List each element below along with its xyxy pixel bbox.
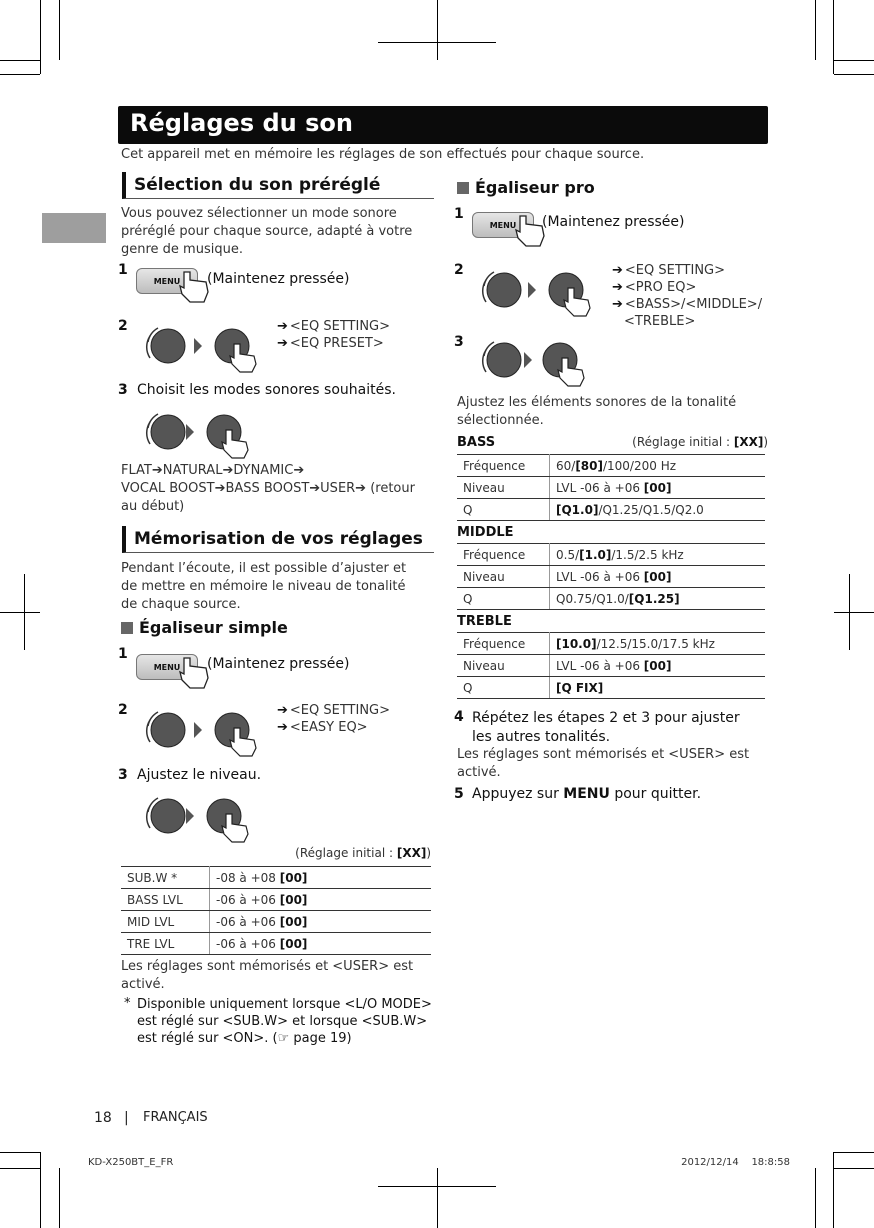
- value-text: /100/200 Hz: [602, 458, 677, 473]
- crop-mark: [0, 1168, 40, 1169]
- step-number: 3: [118, 382, 128, 398]
- subsection-title-text: Égaliseur pro: [475, 178, 595, 197]
- value-range: -06 à +06: [216, 892, 280, 907]
- menu-button-illustration: [136, 264, 216, 304]
- knob-turn-press-illustration: [140, 318, 280, 374]
- crop-mark: [833, 1152, 834, 1228]
- step-number: 1: [118, 262, 128, 278]
- row-label: MID LVL: [121, 911, 210, 933]
- crop-mark: [834, 1168, 874, 1169]
- menu-path-item: <BASS>/<MIDDLE>/: [624, 297, 763, 312]
- value-text: LVL -06 à +06: [556, 480, 644, 495]
- step-number: 1: [118, 646, 128, 662]
- menu-path-item: <TREBLE>: [624, 314, 696, 329]
- menu-path-list: ➔ <EQ SETTING> ➔ <PRO EQ> ➔ <BASS>/<MIDDLE>/ <TREBLE>: [612, 263, 763, 329]
- section-title-memory: Mémorisation de vos réglages: [122, 526, 434, 553]
- crop-mark: [834, 612, 874, 613]
- value-text: LVL -06 à +06: [556, 658, 644, 673]
- knob-turn-press-illustration: [476, 332, 616, 388]
- row-label: Fréquence: [457, 633, 550, 655]
- saved-note: Les réglages sont mémorisés et <USER> est activé.: [121, 959, 414, 992]
- step-text: (Maintenez pressée): [542, 214, 685, 230]
- knob-icon: [140, 702, 280, 758]
- knob-icon: [476, 332, 616, 388]
- table-row: [457, 477, 765, 499]
- initial-note-text: ): [763, 435, 768, 449]
- menu-path-item: <EQ SETTING>: [289, 319, 391, 334]
- footer-date: 2012/12/14 18:8:58: [681, 1157, 790, 1168]
- square-bullet-icon: [457, 182, 469, 194]
- saved-note: Les réglages sont mémorisés et <USER> est activé.: [457, 747, 750, 780]
- row-label: Q: [457, 588, 550, 610]
- page-number: 18: [94, 1110, 112, 1126]
- value-default: [00]: [643, 480, 672, 495]
- menu-path-list: ➔ <EQ SETTING> ➔ <EASY EQ>: [277, 703, 391, 735]
- table-row: [121, 933, 431, 955]
- row-label: Niveau: [457, 655, 550, 677]
- initial-note-marker: [XX]: [733, 435, 764, 449]
- menu-button-illustration: [136, 650, 216, 690]
- row-label: Niveau: [457, 566, 550, 588]
- menu-path-item: <EQ SETTING>: [289, 703, 391, 718]
- intro-text: Cet appareil met en mémoire les réglages de son effectués pour chaque source.: [121, 147, 645, 162]
- treble-table: [457, 632, 765, 699]
- table-row: [121, 911, 431, 933]
- initial-setting-note: [121, 846, 431, 860]
- row-value: [550, 588, 766, 610]
- value-default: [00]: [643, 569, 672, 584]
- value-default: [1.0]: [579, 547, 612, 562]
- table-row: [457, 566, 765, 588]
- easy-eq-table: [121, 866, 431, 955]
- footer-language: FRANÇAIS: [143, 1110, 208, 1125]
- knob-turn-press-illustration: [140, 702, 280, 758]
- value-range: -08 à +08: [216, 870, 280, 885]
- value-text: Q0.75/Q1.0/: [556, 591, 629, 606]
- sound-modes-line: VOCAL BOOST➔BASS BOOST➔USER➔ (retour au début): [121, 481, 415, 514]
- footnote-text: Disponible uniquement lorsque <L/O MODE> est réglé sur <SUB.W> et lorsque <SUB.W> est réglé sur <ON>. (☞ page 19): [137, 997, 432, 1046]
- step-number: 2: [118, 318, 128, 334]
- menu-path-item: <EQ SETTING>: [624, 263, 726, 278]
- crop-mark: [834, 74, 874, 75]
- page-title: Réglages du son: [130, 109, 353, 137]
- table-row: [457, 633, 765, 655]
- crop-mark: [40, 0, 41, 74]
- crop-mark: [0, 1152, 40, 1153]
- step-number: 5: [454, 786, 464, 802]
- knob-icon: [140, 404, 280, 460]
- value-default: [Q FIX]: [556, 680, 604, 695]
- row-label: Q: [457, 677, 550, 699]
- menu-path-item: <EQ PRESET>: [289, 336, 384, 351]
- adjust-description: Ajustez les éléments sonores de la tonalité sélectionnée.: [457, 395, 737, 428]
- table-row: [121, 867, 431, 889]
- table-row: [457, 588, 765, 610]
- subsection-title-text: Égaliseur simple: [139, 618, 288, 637]
- initial-note-marker: [XX]: [396, 846, 427, 860]
- knob-icon: [140, 318, 280, 374]
- value-default: [10.0]: [556, 636, 597, 651]
- menu-path-item: <PRO EQ>: [624, 280, 697, 295]
- menu-button-illustration: [472, 208, 552, 248]
- step-text: (Maintenez pressée): [207, 656, 350, 672]
- row-label: TRE LVL: [121, 933, 210, 955]
- crop-mark: [0, 60, 40, 61]
- band-label-middle: MIDDLE: [457, 525, 514, 540]
- row-label: Fréquence: [457, 455, 550, 477]
- subsection-title-pro-eq: [457, 178, 595, 197]
- value-default: [00]: [279, 892, 308, 907]
- crop-mark: [24, 574, 25, 650]
- row-label: Niveau: [457, 477, 550, 499]
- knob-icon: [140, 788, 280, 844]
- value-default: [80]: [575, 458, 603, 473]
- menu-path-list: ➔ <EQ SETTING> ➔ <EQ PRESET>: [277, 319, 391, 351]
- row-label: BASS LVL: [121, 889, 210, 911]
- crop-mark: [833, 0, 834, 74]
- step-text: [472, 786, 701, 802]
- bass-table: [457, 454, 765, 521]
- value-text: /12.5/15.0/17.5 kHz: [596, 636, 715, 651]
- footer-filename: KD-X250BT_E_FR: [88, 1157, 174, 1168]
- crop-mark: [815, 0, 816, 60]
- step-text-part: Appuyez sur: [472, 786, 564, 802]
- menu-key-label: MENU: [563, 786, 610, 802]
- value-default: [00]: [279, 870, 308, 885]
- band-label-treble: TREBLE: [457, 614, 512, 629]
- row-label: Fréquence: [457, 544, 550, 566]
- value-default: [00]: [279, 914, 308, 929]
- step-text: Choisit les modes sonores souhaités.: [137, 382, 396, 398]
- table-row: [457, 677, 765, 699]
- table-row: [457, 455, 765, 477]
- menu-path-item: <EASY EQ>: [289, 720, 368, 735]
- section-title-preset: Sélection du son préréglé: [122, 172, 434, 199]
- knob-turn-press-illustration: [140, 788, 280, 844]
- value-text: 60/: [556, 458, 576, 473]
- value-text: 0.5/: [556, 547, 580, 562]
- row-value: [210, 867, 432, 889]
- crop-mark: [815, 1168, 816, 1228]
- crop-mark: [59, 0, 60, 60]
- value-range: -06 à +06: [216, 914, 280, 929]
- initial-setting-note: [560, 435, 768, 449]
- step-text: Ajustez le niveau.: [137, 767, 262, 783]
- row-label: SUB.W *: [121, 867, 210, 889]
- value-default: [Q1.25]: [628, 591, 680, 606]
- menu-button: MENU: [136, 654, 198, 680]
- table-row: [457, 499, 765, 521]
- crop-mark: [0, 612, 40, 613]
- sound-modes-list: [121, 462, 431, 516]
- step-text-part: pour quitter.: [609, 786, 702, 802]
- section-tab-marker: [42, 213, 106, 243]
- step-number: 2: [454, 262, 464, 278]
- crop-mark: [849, 574, 850, 650]
- footer-separator: |: [124, 1110, 129, 1126]
- row-value: [550, 477, 766, 499]
- crop-mark: [834, 1152, 874, 1153]
- value-default: [00]: [643, 658, 672, 673]
- band-label-bass: BASS: [457, 435, 496, 450]
- value-text: LVL -06 à +06: [556, 569, 644, 584]
- crop-mark: [437, 1168, 438, 1228]
- row-label: Q: [457, 499, 550, 521]
- step-text: (Maintenez pressée): [207, 271, 350, 287]
- value-default: [Q1.0]: [556, 502, 599, 517]
- menu-button: MENU: [136, 268, 198, 294]
- row-value: [550, 544, 766, 566]
- table-row: [457, 544, 765, 566]
- step-number: 3: [454, 334, 464, 350]
- row-value: [550, 677, 766, 699]
- knob-turn-press-illustration: [140, 404, 280, 460]
- middle-table: [457, 543, 765, 610]
- step-number: 3: [118, 767, 128, 783]
- row-value: [210, 933, 432, 955]
- memory-description: Pendant l’écoute, il est possible d’ajuster et de mettre en mémoire le niveau de tonalité de chaque source.: [121, 561, 407, 612]
- row-value: [550, 455, 766, 477]
- step-number: 2: [118, 702, 128, 718]
- step-number: 4: [454, 709, 464, 725]
- initial-note-text: ): [426, 846, 431, 860]
- initial-note-text: (Réglage initial :: [295, 846, 397, 860]
- subsection-title-easy-eq: [121, 618, 288, 637]
- value-text: /Q1.25/Q1.5/Q2.0: [598, 502, 704, 517]
- knob-turn-press-illustration: [476, 262, 616, 318]
- crop-mark: [59, 1168, 60, 1228]
- row-value: [210, 889, 432, 911]
- row-value: [550, 499, 766, 521]
- row-value: [550, 633, 766, 655]
- sound-modes-line: FLAT➔NATURAL➔DYNAMIC➔: [121, 463, 305, 478]
- table-row: [457, 655, 765, 677]
- step-number: 1: [454, 206, 464, 222]
- footnote-marker: *: [124, 996, 131, 1011]
- initial-note-text: (Réglage initial :: [632, 435, 734, 449]
- row-value: [550, 655, 766, 677]
- crop-mark: [437, 0, 438, 60]
- step-text: Répétez les étapes 2 et 3 pour ajuster les autres tonalités.: [472, 710, 740, 745]
- crop-mark: [834, 60, 874, 61]
- row-value: [210, 911, 432, 933]
- preset-description: Vous pouvez sélectionner un mode sonore préréglé pour chaque source, adapté à votre genre de musique.: [121, 206, 413, 257]
- crop-mark: [40, 1152, 41, 1228]
- title-bar: [118, 106, 768, 144]
- table-row: [121, 889, 431, 911]
- menu-button: MENU: [472, 212, 534, 238]
- value-range: -06 à +06: [216, 936, 280, 951]
- knob-icon: [476, 262, 616, 318]
- value-default: [00]: [279, 936, 308, 951]
- value-text: /1.5/2.5 kHz: [611, 547, 684, 562]
- square-bullet-icon: [121, 622, 133, 634]
- row-value: [550, 566, 766, 588]
- crop-mark: [0, 74, 40, 75]
